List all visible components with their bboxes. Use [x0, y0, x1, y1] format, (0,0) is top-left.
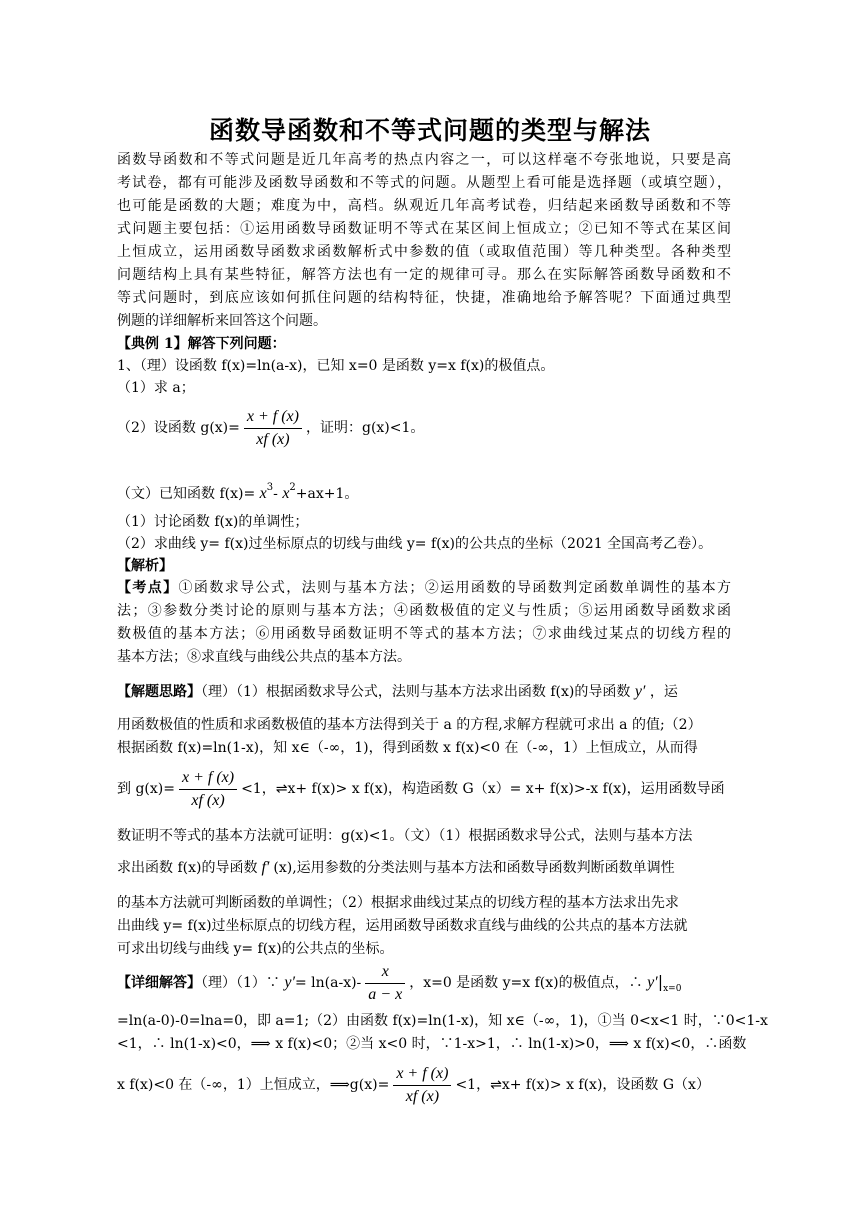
intro-line-7: 等式问题时，到底应该如何抓住问题的结构特征，快捷，准确地给予解答呢？下面通过典型: [117, 290, 731, 306]
xiangxi-label: 【详细解答】: [117, 975, 201, 991]
xiangxi-text-1a: （理）（1）∵: [201, 975, 280, 991]
fraction-numerator: x + f (x): [393, 1065, 451, 1086]
silu-text-6b: (x),运用参数的分类法则与基本方法和函数导函数判断函数单调性: [273, 860, 675, 876]
wen-x-squared-base: x: [282, 485, 290, 502]
silu-line-7: 的基本方法就可判断函数的单调性；（2）根据求曲线过某点的切线方程的基本方法求出先求: [117, 895, 679, 911]
fraction-numerator: x: [365, 963, 405, 984]
silu-line-6: [117, 856, 675, 880]
xiangxi-line-1: 【详细解答】（理）（1）∵ y′= ln(a-x)- $\frac{x}{a - x}$ ，x=0 是函数 y=x f(x)的极值点，∴ $y'|_{x=0}$: [117, 962, 682, 1003]
intro-line-2: 考试卷，都有可能涉及函数导函数和不等式的问题。从题型上看可能是选择题（或填空题），: [117, 175, 731, 191]
silu-line-5: 数证明不等式的基本方法就可证明：g(x)<1。（文）（1）根据函数求导公式，法则与基本方法: [117, 828, 693, 844]
intro-line-1: 函数导函数和不等式问题是近几年高考的热点内容之一，可以这样毫不夸张地说，只要是高: [117, 152, 731, 168]
intro-line-8: 例题的详细解析来回答这个问题。: [117, 313, 327, 329]
y-prime-symbol: y′: [647, 974, 658, 991]
y-prime-symbol: y′: [634, 683, 646, 700]
intro-line-3: 也可能是函数的大题；难度为中，高档。纵观近几年高考试卷，归结起来函数导函数和不等: [117, 198, 731, 214]
silu-text-4a: 到 g(x)=: [117, 781, 175, 797]
wen-part-2: （2）求曲线 y= f(x)过坐标原点的切线与曲线 y= f(x)的公共点的坐标（2021 全国高考乙卷）。: [117, 536, 713, 552]
q-part2-prefix: （2）设函数 g(x)=: [117, 420, 240, 436]
fraction-denominator: xf (x): [256, 430, 290, 448]
evaluation-subscript: x=0: [663, 983, 682, 994]
q-part2-suffix: ，证明：g(x)<1。: [305, 420, 425, 436]
question-1-part-1: （1）求 a；: [117, 380, 195, 396]
xiangxi-text-1c: ，x=0 是函数 y=x f(x)的极值点，∴: [409, 975, 643, 991]
silu-line-1: [117, 680, 678, 704]
fraction-denominator: xf (x): [405, 1087, 440, 1105]
wen-minus: -: [273, 486, 278, 502]
kaodian-line-3: 数极值的基本方法；⑥用函数导函数证明不等式的基本方法；⑦求曲线过某点的切线方程的: [117, 626, 731, 642]
y-prime-symbol: y′: [284, 974, 295, 991]
kaodian-line-2: 法；③参数分类讨论的原则与基本方法；④函数极值的定义与性质；⑤运用函数导函数求函: [117, 603, 731, 619]
wen-prefix: （文）已知函数 f(x)=: [117, 486, 256, 502]
example-heading: 【典例 1】解答下列问题：: [117, 336, 286, 352]
analysis-heading: 【解析】: [117, 558, 173, 574]
kaodian-label: 【考点】: [117, 580, 179, 596]
silu-text-1b: ，运: [649, 684, 678, 700]
xiangxi-text-4b: <1，: [455, 1077, 491, 1093]
intro-line-5: 上恒成立，运用函数导函数求函数解析式中参数的值（或取值范围）等几种类型。各种类型: [117, 244, 731, 260]
xiangxi-line-2: =ln(a-0)-0=lna=0，即 a=1;（2）由函数 f(x)=ln(1-x)，知 x∈（-∞，1)，①当 0<x<1 时，∵0<1-x: [117, 1013, 768, 1029]
fraction-numerator: x + f (x): [244, 408, 302, 429]
fraction-g-3: [393, 1065, 451, 1106]
silu-text-4c: x+ f(x)> x f(x)，构造函数 G（x）= x+ f(x)>-x f(x)，运用函数导函: [287, 781, 725, 797]
wen-exponent-2: 2: [289, 482, 296, 493]
wen-exponent-3: 3: [266, 482, 274, 493]
kaodian-text-1: ①函数求导公式，法则与基本方法；②运用函数的导函数判定函数单调性的基本方: [178, 580, 732, 596]
fraction-g: [244, 408, 302, 449]
fraction-denominator: xf (x): [191, 791, 225, 809]
intro-line-4: 式问题主要包括：①运用函数导函数证明不等式在某区间上恒成立；②已知不等式在某区间: [117, 221, 731, 237]
wen-x-cubed-base: x: [259, 485, 267, 502]
xiangxi-text-1b: = ln(a-x)-: [294, 975, 362, 991]
f-prime-symbol: f′: [261, 859, 270, 876]
wen-question: [117, 478, 358, 504]
fraction-numerator: x + f (x): [179, 769, 237, 790]
silu-line-8: 出曲线 y= f(x)过坐标原点的切线方程，运用函数导函数求直线与曲线的公共点的基本方法就: [117, 918, 688, 934]
page-title: 函数导函数和不等式问题的类型与解法: [208, 116, 651, 145]
silu-text-1a: （理）（1）根据函数求导公式，法则与基本方法求出函数 f(x)的导函数: [201, 684, 631, 700]
wen-part-1: （1）讨论函数 f(x)的单调性；: [117, 514, 309, 530]
silu-line-2: 用函数极值的性质和求函数极值的基本方法得到关于 a 的方程,求解方程就可求出 a 的值;（2）: [117, 717, 702, 733]
xiangxi-line-3: <1，∴ ln(1-x)<0，⟹ x f(x)<0；②当 x<0 时，∵1-x>1，∴ ln(1-x)>0，⟹ x f(x)<0，∴函数: [117, 1036, 747, 1052]
xiangxi-line-4: [117, 1063, 710, 1107]
silu-text-6a: 求出函数 f(x)的导函数: [117, 860, 258, 876]
silu-text-4b: <1，: [241, 781, 276, 797]
kaodian-line-4: 基本方法；⑧求直线与曲线公共点的基本方法。: [117, 649, 411, 665]
intro-line-6: 问题结构上具有某些特征，解答方法也有一定的规律可寻。那么在实际解答函数导函数和不: [117, 267, 731, 283]
silu-line-3: 根据函数 f(x)=ln(1-x)，知 x∈（-∞，1)，得到函数 x f(x)<0 在（-∞，1）上恒成立，从而得: [117, 740, 698, 756]
silu-line-4: [117, 767, 725, 811]
xiangxi-text-4c: x+ f(x)> x f(x)，设函数 G（x）: [501, 1077, 710, 1093]
silu-label: 【解题思路】: [117, 684, 201, 700]
question-1-part-2: [117, 406, 424, 450]
equivalence-arrow-icon: ⇌: [275, 781, 288, 797]
equivalence-arrow-icon: ⇌: [490, 1077, 502, 1093]
wen-suffix: +ax+1。: [295, 486, 359, 502]
xiangxi-text-4a: x f(x)<0 在（-∞，1）上恒成立，⟹g(x)=: [117, 1077, 390, 1093]
fraction-g-2: [179, 769, 237, 810]
fraction-x-over-a-minus-x: [365, 963, 405, 1004]
silu-line-9: 可求出切线与曲线 y= f(x)的公共点的坐标。: [117, 941, 394, 957]
fraction-denominator: a − x: [368, 985, 403, 1003]
question-1: 1、（理）设函数 f(x)=ln(a-x)，已知 x=0 是函数 y=x f(x)的极值点。: [117, 358, 555, 374]
kaodian-line-1: [117, 578, 731, 598]
